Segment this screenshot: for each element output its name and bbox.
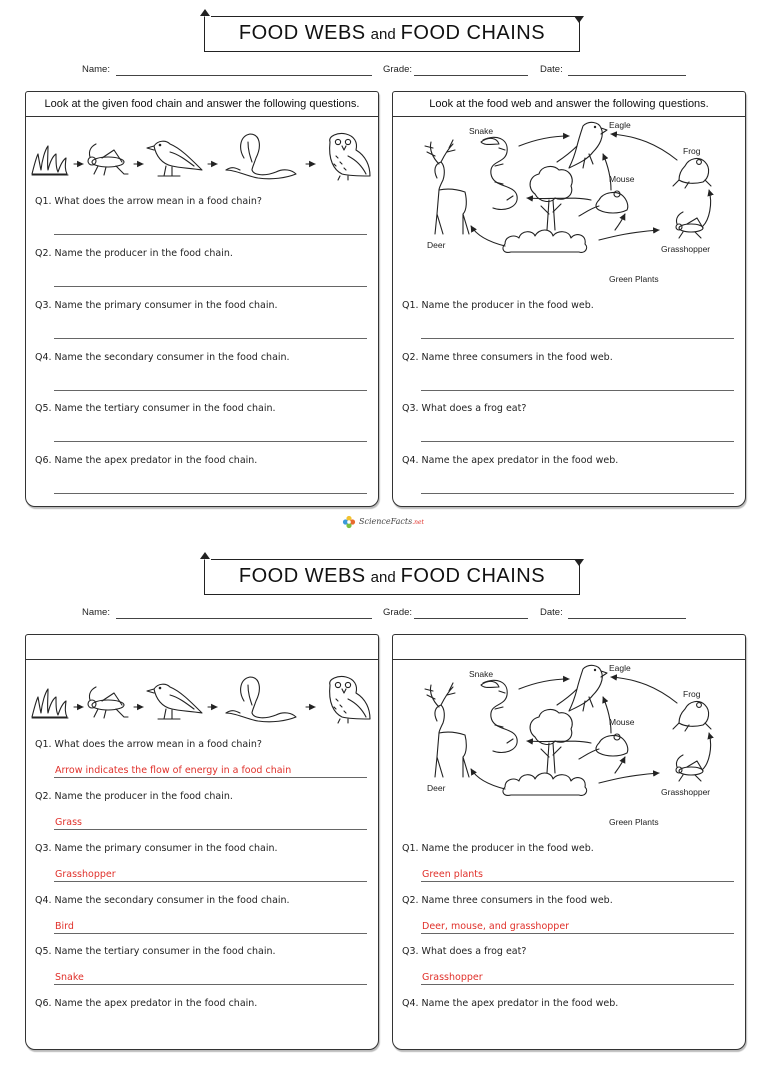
chain-question-4: Q4. Name the secondary consumer in the food chain. (35, 352, 290, 363)
web-answer-line-4[interactable] (421, 477, 734, 494)
grade-field[interactable] (414, 618, 528, 619)
web-answer-2: Deer, mouse, and grasshopper (422, 921, 570, 932)
web-question-4: Q4. Name the apex predator in the food web. (402, 455, 619, 466)
food-chain-header: Look at the given food chain and answer the following questions. (26, 92, 378, 117)
chain-answer-line-4[interactable] (54, 917, 367, 934)
food-chain-header (26, 635, 378, 660)
title-banner (204, 16, 580, 52)
chain-question-3: Q3. Name the primary consumer in the food chain. (35, 843, 278, 854)
chain-answer-line-2[interactable] (54, 813, 367, 830)
web-answer-line-1[interactable] (421, 322, 734, 339)
grade-label: Grade: (383, 64, 413, 75)
web-question-2: Q2. Name three consumers in the food web. (402, 895, 613, 906)
web-question-4: Q4. Name the apex predator in the food web. (402, 998, 619, 1009)
web-question-1: Q1. Name the producer in the food web. (402, 300, 594, 311)
worksheet-answer-key (0, 543, 768, 1083)
title-and: and (370, 569, 396, 586)
web-answer-1: Green plants (422, 869, 483, 880)
web-question-3: Q3. What does a frog eat? (402, 403, 527, 414)
name-label: Name: (82, 64, 110, 75)
chain-question-6: Q6. Name the apex predator in the food chain. (35, 455, 258, 466)
web-answer-line-2[interactable] (421, 374, 734, 391)
food-chain-illustration (30, 669, 374, 725)
food-chain-illustration (30, 126, 374, 182)
flower-logo-icon (342, 515, 356, 529)
chain-answer-4: Bird (55, 921, 74, 932)
food-web-illustration (423, 661, 743, 837)
web-answer-line-1[interactable] (421, 865, 734, 882)
chain-answer-2: Grass (55, 817, 82, 828)
chain-answer-line-1[interactable] (54, 218, 367, 235)
title-arrow-up (200, 9, 210, 16)
chain-answer-1: Arrow indicates the flow of energy in a food chain (55, 765, 292, 776)
title-part1: FOOD WEBS (238, 22, 366, 44)
food-web-illustration (423, 118, 743, 294)
footer-logo-text (359, 517, 424, 526)
student-info-row (0, 64, 768, 80)
chain-answer-line-2[interactable] (54, 270, 367, 287)
chain-answer-line-5[interactable] (54, 968, 367, 985)
chain-question-5: Q5. Name the tertiary consumer in the food chain. (35, 946, 276, 957)
date-field[interactable] (568, 618, 686, 619)
date-label: Date: (540, 607, 563, 618)
web-answer-line-3[interactable] (421, 968, 734, 985)
food-chain-panel (25, 91, 379, 507)
date-field[interactable] (568, 75, 686, 76)
chain-answer-line-3[interactable] (54, 322, 367, 339)
title-arrow-up (200, 552, 210, 559)
food-web-panel (392, 634, 746, 1050)
date-label: Date: (540, 64, 563, 75)
title-part2: FOOD CHAINS (400, 565, 546, 587)
title-banner (204, 559, 580, 595)
name-field[interactable] (116, 618, 372, 619)
grade-label: Grade: (383, 607, 413, 618)
logo-name: ScienceFacts (359, 517, 413, 526)
chain-question-6: Q6. Name the apex predator in the food chain. (35, 998, 258, 1009)
page-title (205, 565, 579, 588)
food-chain-panel (25, 634, 379, 1050)
web-question-2: Q2. Name three consumers in the food web. (402, 352, 613, 363)
chain-answer-line-1[interactable] (54, 761, 367, 778)
footer-logo[interactable] (342, 514, 432, 530)
web-question-1: Q1. Name the producer in the food web. (402, 843, 594, 854)
chain-answer-line-3[interactable] (54, 865, 367, 882)
food-web-header: Look at the food web and answer the following questions. (393, 92, 745, 117)
chain-question-2: Q2. Name the producer in the food chain. (35, 791, 233, 802)
chain-question-5: Q5. Name the tertiary consumer in the food chain. (35, 403, 276, 414)
chain-question-1: Q1. What does the arrow mean in a food chain? (35, 196, 262, 207)
title-and: and (370, 26, 396, 43)
name-label: Name: (82, 607, 110, 618)
worksheet-questions (0, 0, 768, 540)
food-web-header (393, 635, 745, 660)
chain-answer-5: Snake (55, 972, 84, 983)
title-part1: FOOD WEBS (238, 565, 366, 587)
chain-question-3: Q3. Name the primary consumer in the food chain. (35, 300, 278, 311)
chain-answer-line-5[interactable] (54, 425, 367, 442)
student-info-row (0, 607, 768, 623)
chain-answer-line-4[interactable] (54, 374, 367, 391)
grade-field[interactable] (414, 75, 528, 76)
web-answer-line-2[interactable] (421, 917, 734, 934)
web-answer-line-3[interactable] (421, 425, 734, 442)
page-title (205, 22, 579, 45)
chain-question-4: Q4. Name the secondary consumer in the food chain. (35, 895, 290, 906)
name-field[interactable] (116, 75, 372, 76)
chain-question-2: Q2. Name the producer in the food chain. (35, 248, 233, 259)
chain-question-1: Q1. What does the arrow mean in a food chain? (35, 739, 262, 750)
title-part2: FOOD CHAINS (400, 22, 546, 44)
chain-answer-3: Grasshopper (55, 869, 116, 880)
food-web-panel (392, 91, 746, 507)
web-answer-3: Grasshopper (422, 972, 483, 983)
web-question-3: Q3. What does a frog eat? (402, 946, 527, 957)
logo-suffix: .net (412, 519, 424, 526)
chain-answer-line-6[interactable] (54, 477, 367, 494)
